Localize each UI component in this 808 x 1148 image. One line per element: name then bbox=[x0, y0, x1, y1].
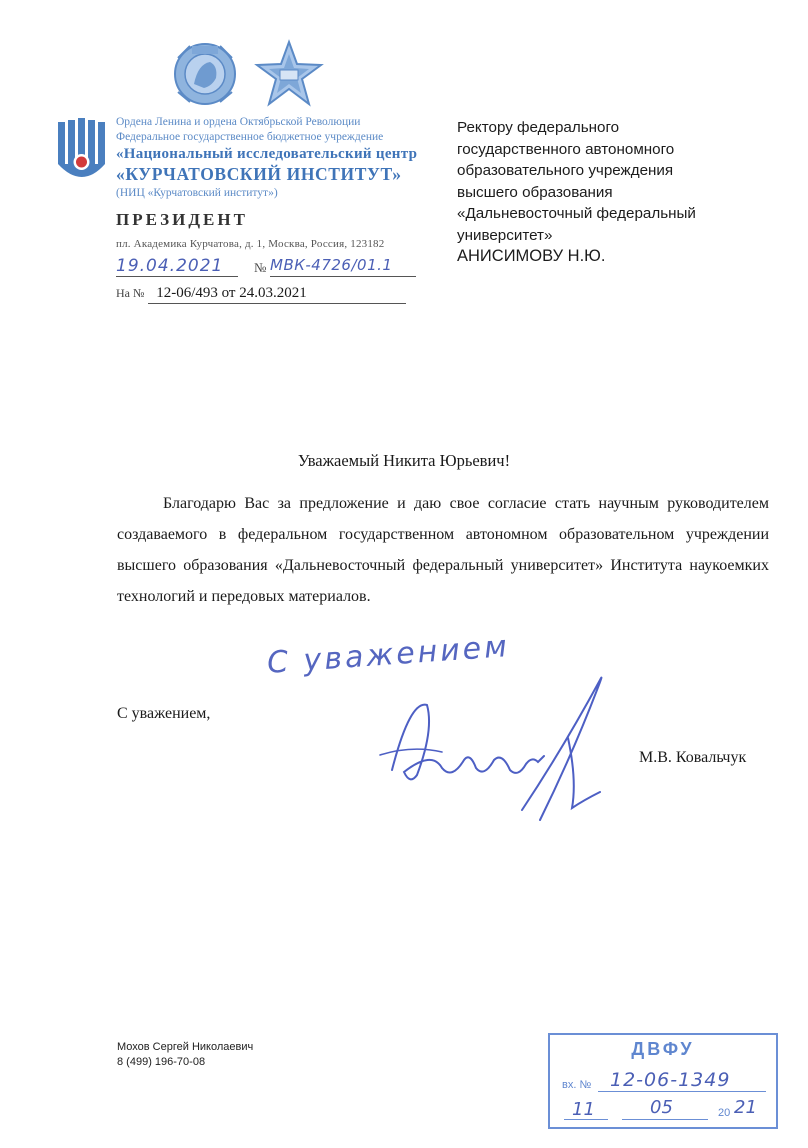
recipient-line: Ректору федерального bbox=[457, 119, 620, 136]
october-revolution-order-emblem bbox=[253, 38, 325, 110]
position-title: ПРЕЗИДЕНТ bbox=[116, 210, 248, 229]
recipient-line: высшего образования bbox=[457, 183, 613, 201]
registration-stamp bbox=[548, 1033, 778, 1129]
number-sign: № bbox=[254, 260, 267, 275]
reply-underline bbox=[148, 303, 406, 304]
signature bbox=[372, 660, 622, 835]
handwritten-note: С уважением bbox=[266, 629, 511, 681]
stamp-month-underline bbox=[622, 1119, 708, 1120]
contact-phone: 8 (499) 196-70-08 bbox=[117, 1056, 206, 1068]
recipient-line: государственного автономного bbox=[457, 140, 675, 158]
stamp-org: ДВФУ bbox=[631, 1039, 695, 1059]
institute-name: «КУРЧАТОВСКИЙ ИНСТИТУТ» bbox=[116, 164, 402, 184]
center-name: «Национальный исследовательский центр bbox=[116, 146, 418, 162]
outgoing-reg-line bbox=[116, 256, 416, 278]
address: пл. Академика Курчатова, д. 1, Москва, Россия, 123182 bbox=[116, 238, 385, 250]
short-name: (НИЦ «Курчатовский институт») bbox=[116, 187, 278, 199]
reply-prefix: На № bbox=[116, 286, 145, 300]
reply-reference-line bbox=[116, 285, 406, 305]
recipient-name: АНИСИМОВУ Н.Ю. bbox=[457, 247, 606, 265]
recipient-line: образовательного учреждения bbox=[457, 162, 674, 179]
contact-name: Мохов Сергей Николаевич bbox=[117, 1041, 254, 1053]
salutation: Уважаемый Никита Юрьевич! bbox=[297, 451, 511, 470]
number-underline bbox=[270, 276, 416, 277]
order-line: Ордена Ленина и ордена Октябрьской Революции bbox=[116, 116, 361, 128]
stamp-day-underline bbox=[564, 1119, 608, 1120]
reply-reference: 12-06/493 от 24.03.2021 bbox=[156, 285, 307, 301]
outgoing-number: МВК-4726/01.1 bbox=[270, 256, 393, 274]
stamp-in-label: вх. № bbox=[562, 1079, 592, 1091]
closing: С уважением, bbox=[117, 705, 211, 722]
stamp-in-number: 12-06-1349 bbox=[610, 1069, 731, 1091]
recipient-line: университет» bbox=[457, 226, 553, 244]
stamp-month: 05 bbox=[650, 1097, 673, 1118]
letter-body: Благодарю Вас за предложение и даю свое согласие стать научным руководителем создаваемого в федеральном государственном автономном образовательном учреждении высшего образования «Дальневосточный федеральный университет» Института наукоемких технологий и передовых материалов. bbox=[117, 495, 769, 605]
institution-type: Федеральное государственное бюджетное учреждение bbox=[116, 131, 384, 143]
stamp-number-underline bbox=[598, 1091, 766, 1092]
kurchatov-institute-logo bbox=[56, 118, 108, 188]
signer-name: М.В. Ковальчук bbox=[639, 749, 747, 766]
stamp-day: 11 bbox=[572, 1099, 595, 1120]
date-underline bbox=[116, 276, 238, 277]
outgoing-date: 19.04.2021 bbox=[116, 256, 224, 276]
recipient-line: «Дальневосточный федеральный bbox=[457, 205, 696, 222]
stamp-year-prefix: 20 bbox=[718, 1107, 731, 1119]
stamp-year-suffix: 21 bbox=[734, 1097, 757, 1118]
order-of-lenin-emblem bbox=[170, 38, 240, 110]
recipient-block bbox=[457, 117, 777, 268]
